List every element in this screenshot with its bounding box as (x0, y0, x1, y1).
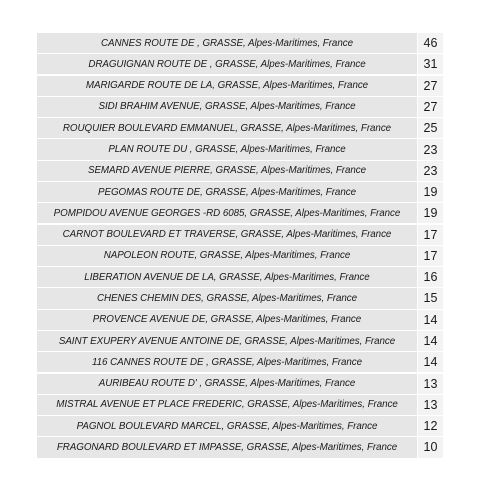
address-cell: 116 CANNES ROUTE DE , GRASSE, Alpes-Maritimes, France (37, 352, 417, 372)
count-cell: 14 (418, 352, 443, 372)
count-cell: 13 (418, 395, 443, 415)
table-row (37, 267, 443, 287)
count-cell: 27 (418, 76, 443, 96)
address-cell: CANNES ROUTE DE , GRASSE, Alpes-Maritimes, France (37, 33, 417, 53)
table-row (37, 352, 443, 372)
table-row (37, 374, 443, 394)
table-row (37, 203, 443, 223)
count-cell: 16 (418, 267, 443, 287)
count-cell: 14 (418, 331, 443, 351)
count-cell: 13 (418, 374, 443, 394)
address-cell: SIDI BRAHIM AVENUE, GRASSE, Alpes-Maritimes, France (37, 97, 417, 117)
count-cell: 25 (418, 118, 443, 138)
count-cell: 17 (418, 246, 443, 266)
table-row (37, 139, 443, 159)
count-cell: 19 (418, 182, 443, 202)
address-cell: LIBERATION AVENUE DE LA, GRASSE, Alpes-Maritimes, France (37, 267, 417, 287)
table-row (37, 76, 443, 96)
address-cell: FRAGONARD BOULEVARD ET IMPASSE, GRASSE, Alpes-Maritimes, France (37, 437, 417, 457)
table-row (37, 97, 443, 117)
address-cell: DRAGUIGNAN ROUTE DE , GRASSE, Alpes-Maritimes, France (37, 54, 417, 74)
count-cell: 10 (418, 437, 443, 457)
table-row (37, 437, 443, 457)
table-row (37, 310, 443, 330)
address-cell: POMPIDOU AVENUE GEORGES -RD 6085, GRASSE, Alpes-Maritimes, France (37, 203, 417, 223)
count-cell: 23 (418, 161, 443, 181)
address-cell: CARNOT BOULEVARD ET TRAVERSE, GRASSE, Alpes-Maritimes, France (37, 225, 417, 245)
table-row (37, 33, 443, 53)
street-count-table (37, 33, 443, 459)
count-cell: 46 (418, 33, 443, 53)
address-cell: PAGNOL BOULEVARD MARCEL, GRASSE, Alpes-Maritimes, France (37, 416, 417, 436)
table-row (37, 416, 443, 436)
table-row (37, 118, 443, 138)
address-cell: ROUQUIER BOULEVARD EMMANUEL, GRASSE, Alpes-Maritimes, France (37, 118, 417, 138)
count-cell: 12 (418, 416, 443, 436)
table-row (37, 288, 443, 308)
table-row (37, 182, 443, 202)
address-cell: NAPOLEON ROUTE, GRASSE, Alpes-Maritimes, France (37, 246, 417, 266)
table-row (37, 54, 443, 74)
address-cell: CHENES CHEMIN DES, GRASSE, Alpes-Maritimes, France (37, 288, 417, 308)
address-cell: PROVENCE AVENUE DE, GRASSE, Alpes-Maritimes, France (37, 310, 417, 330)
table-row (37, 225, 443, 245)
table-row (37, 331, 443, 351)
count-cell: 27 (418, 97, 443, 117)
address-cell: MARIGARDE ROUTE DE LA, GRASSE, Alpes-Maritimes, France (37, 76, 417, 96)
table-row (37, 395, 443, 415)
address-cell: PLAN ROUTE DU , GRASSE, Alpes-Maritimes, France (37, 139, 417, 159)
count-cell: 31 (418, 54, 443, 74)
count-cell: 23 (418, 139, 443, 159)
count-cell: 15 (418, 288, 443, 308)
count-cell: 19 (418, 203, 443, 223)
address-cell: SAINT EXUPERY AVENUE ANTOINE DE, GRASSE, Alpes-Maritimes, France (37, 331, 417, 351)
count-cell: 17 (418, 225, 443, 245)
table-row (37, 161, 443, 181)
address-cell: MISTRAL AVENUE ET PLACE FREDERIC, GRASSE, Alpes-Maritimes, France (37, 395, 417, 415)
address-cell: SEMARD AVENUE PIERRE, GRASSE, Alpes-Maritimes, France (37, 161, 417, 181)
address-cell: AURIBEAU ROUTE D' , GRASSE, Alpes-Maritimes, France (37, 374, 417, 394)
count-cell: 14 (418, 310, 443, 330)
table-row (37, 246, 443, 266)
address-cell: PEGOMAS ROUTE DE, GRASSE, Alpes-Maritimes, France (37, 182, 417, 202)
